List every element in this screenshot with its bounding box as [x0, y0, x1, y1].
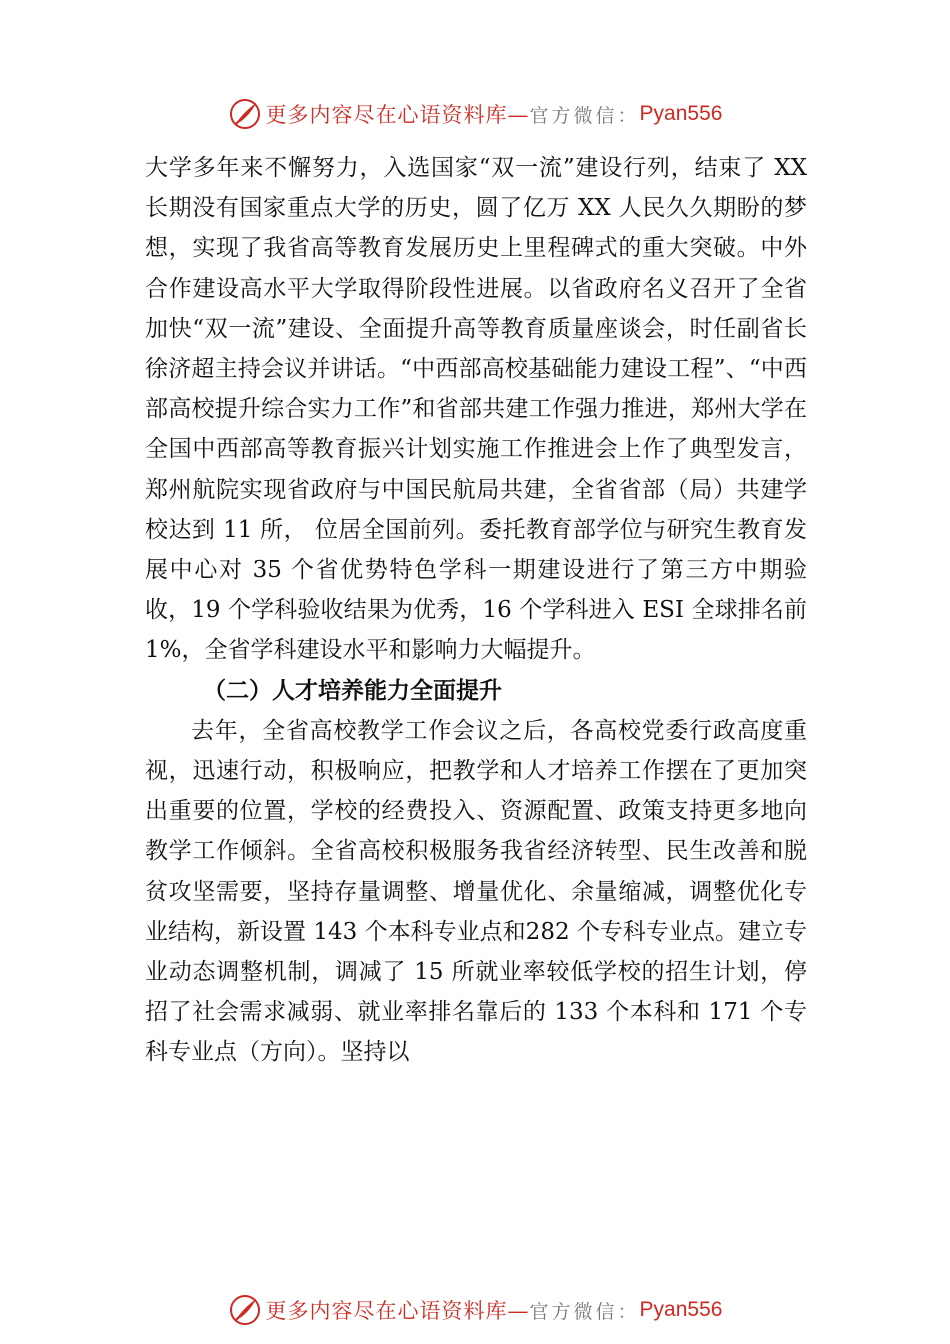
footer-banner — [0, 1290, 950, 1330]
body-paragraph-2: 去年，全省高校教学工作会议之后，各高校党委行政高度重视，迅速行动，积极响应，把教学和人才培养工作摆在了更加突出重要的位置，学校的经费投入、资源配置、政策支持更多地向教学工作倾斜。全省高校积极服务我省经济转型、民生改善和脱贫攻坚需要，坚持存量调整、增量优化、余量缩减，调整优化专业结构，新设置 143 个本科专业点和282 个专科专业点。建立专业动态调整机制，调减了 15 所就业率较低学校的招生计划，停招了社会需求减弱、就业率排名靠后的 133 个本科和 171 个专科专业点（方向）。坚持以 — [145, 717, 807, 1066]
quill-logo-icon — [228, 97, 262, 131]
footer-wechat-label: 官方微信： — [529, 1300, 640, 1323]
body-paragraph-1: 大学多年来不懈努力，入选国家“双一流”建设行列，结束了 XX 长期没有国家重点大学的历史，圆了亿万 XX 人民久久期盼的梦想，实现了我省高等教育发展历史上里程碑式的重大突破。中外合作建设高水平大学取得阶段性进展。以省政府名义召开了全省加快“双一流”建设、全面提升高等教育质量座谈会，时任副省长徐济超主持会议并讲话。“中西部高校基础能力建设工程”、“中西部高校提升综合实力工作”和省部共建工作强力推进，郑州大学在全国中西部高等教育振兴计划实施工作推进会上作了典型发言，郑州航院实现省政府与中国民航局共建，全省省部（局）共建学校达到 11 所， 位居全国前列。委托教育部学位与研究生教育发展中心对 35 个省优势特色学科一期建设进行了第三方中期验收，19 个学科验收结果为优秀，16 个学科进入 ESI 全球排名前 1%，全省学科建设水平和影响力大幅提升。 — [145, 155, 807, 664]
footer-promo-text: 更多内容尽在心语资料库— — [265, 1299, 530, 1323]
header-wechat-label: 官方微信： — [529, 104, 640, 127]
quill-logo-icon — [228, 1293, 262, 1327]
header-promo-text: 更多内容尽在心语资料库— — [265, 103, 530, 127]
document-body — [145, 148, 807, 1073]
header-wechat-id: Pyan556 — [639, 102, 723, 125]
section-heading: （二）人才培养能力全面提升 — [203, 677, 502, 704]
header-banner — [0, 94, 950, 134]
footer-wechat-id: Pyan556 — [639, 1298, 723, 1321]
